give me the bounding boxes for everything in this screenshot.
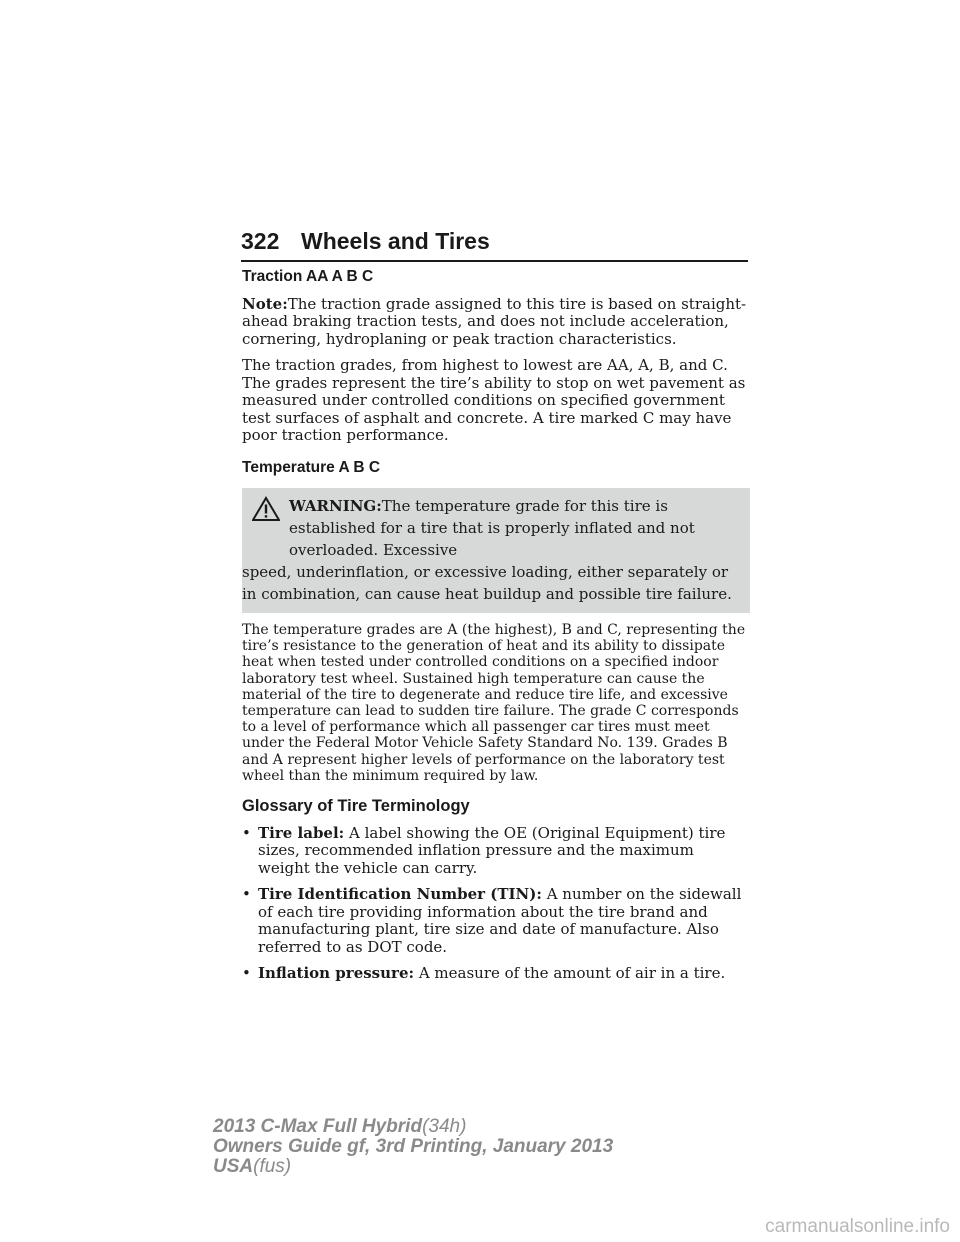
warning-first-lines <box>242 495 742 561</box>
glossary-definition: A measure of the amount of air in a tire. <box>418 964 726 983</box>
temperature-body: The temperature grades are A (the highest), B and C, representing the tire’s resistance to the generation of heat and its ability to dissipate heat when tested under controlled conditions on a specified indoor laboratory test wheel. Sustained high temperature can cause the material of the tire to degenerate and reduce tire life, and excessive temperature can lead to sudden tire failure. The grade C corresponds to a level of performance which all passenger car tires must meet under the Federal Motor Vehicle Safety Standard No. 139. Grades B and A represent higher levels of performance on the laboratory test wheel than the minimum required by law. <box>242 622 746 784</box>
footer-line-3 <box>213 1157 613 1177</box>
glossary-term: Inflation pressure: <box>258 964 415 983</box>
traction-body: The traction grades, from highest to lowest are AA, A, B, and C. The grades represent the tire’s ability to stop on wet pavement as measured under controlled conditions on specified government test surfaces of asphalt and concrete. A tire marked C may have poor traction performance. <box>242 356 746 444</box>
bullet-icon: • <box>242 823 251 842</box>
traction-heading: Traction AA A B C <box>242 268 374 285</box>
warning-rest-lines: speed, underinflation, or excessive loading, either separately or in combination, can cause heat buildup and possible tire failure. <box>242 563 732 603</box>
page-header <box>241 228 748 262</box>
footer-market: USA <box>213 1156 254 1177</box>
warning-text: The temperature grade for this tire is established for a tire that is properly inflated and not overloaded. Excessive <box>289 497 695 559</box>
bullet-icon: • <box>242 885 251 904</box>
note-text: The traction grade assigned to this tire is based on straight-ahead braking traction tests, and does not include acceleration, cornering, hydroplaning or peak traction characteristics. <box>242 294 747 348</box>
footer-line-2: Owners Guide gf, 3rd Printing, January 2013 <box>213 1136 614 1157</box>
glossary-definition: A label showing the OE (Original Equipment) tire sizes, recommended inflation pressure and the maximum weight the vehicle can carry. <box>258 823 726 877</box>
glossary-heading: Glossary of Tire Terminology <box>242 797 470 816</box>
footer-model-code: (34h) <box>422 1116 467 1137</box>
temperature-heading: Temperature A B C <box>242 458 381 476</box>
chapter-title: Wheels and Tires <box>301 228 490 254</box>
bullet-icon: • <box>242 964 251 983</box>
glossary-term: Tire label: <box>258 823 345 842</box>
footer-model: 2013 C-Max Full Hybrid <box>213 1116 423 1137</box>
glossary-item <box>242 965 750 983</box>
document-footer <box>213 1117 613 1177</box>
page-number: 322 <box>241 228 280 254</box>
glossary-item <box>242 886 750 956</box>
footer-market-code: (fus) <box>253 1156 292 1177</box>
note-label: Note: <box>242 294 288 313</box>
warning-box <box>242 488 750 613</box>
glossary-item <box>242 825 750 878</box>
page-content <box>242 268 750 992</box>
glossary-term: Tire Identification Number (TIN): <box>258 885 542 904</box>
warning-label: WARNING: <box>289 497 382 515</box>
footer-line-1 <box>213 1117 613 1137</box>
traction-note <box>242 296 750 349</box>
warning-triangle-icon <box>252 496 280 522</box>
glossary-definition: A number on the sidewall of each tire providing information about the tire brand and manufacturing plant, tire size and date of manufacture. Also referred to as DOT code. <box>258 885 742 956</box>
watermark: carmanualsonline.info <box>765 1216 950 1237</box>
